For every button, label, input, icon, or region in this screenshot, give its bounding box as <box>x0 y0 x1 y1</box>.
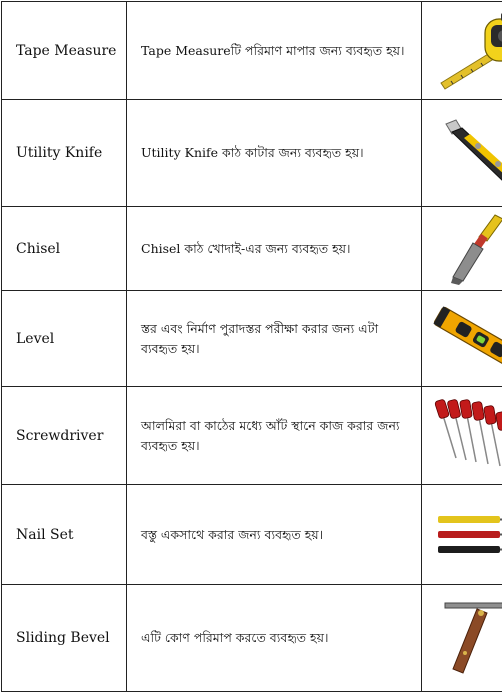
tool-name: Level <box>2 291 127 387</box>
spirit-level-image <box>430 297 502 381</box>
screwdriver-set-image <box>432 396 502 476</box>
tool-name: Sliding Bevel <box>2 585 127 692</box>
tool-image-cell <box>422 100 502 207</box>
tool-name: Utility Knife <box>2 100 127 207</box>
tool-image-cell <box>422 585 502 692</box>
tool-image-cell <box>422 291 502 387</box>
tool-name: Nail Set <box>2 485 127 585</box>
tool-description: Utility Knife কাঠ কাটার জন্য ব্যবহৃত হয়। <box>127 100 422 207</box>
table-row <box>2 387 502 485</box>
table-row <box>2 2 502 100</box>
table-row <box>2 100 502 207</box>
nail-set-image <box>432 510 502 560</box>
chisel-image <box>445 211 502 287</box>
utility-knife-image <box>440 116 502 190</box>
sliding-bevel-image <box>437 597 502 679</box>
tool-name: Chisel <box>2 207 127 291</box>
tool-description: Chisel কাঠ খোদাই-এর জন্য ব্যবহৃত হয়। <box>127 207 422 291</box>
table-row <box>2 207 502 291</box>
tool-description: Tape Measureটি পরিমাণ মাপার জন্য ব্যবহৃত হয়। <box>127 2 422 100</box>
tool-name: Tape Measure <box>2 2 127 100</box>
tool-description: এটি কোণ পরিমাপ করতে ব্যবহৃত হয়। <box>127 585 422 692</box>
table-row <box>2 585 502 692</box>
tool-image-cell <box>422 2 502 100</box>
tool-description: স্তর এবং নির্মাণ পুরাদস্তর পরীক্ষা করার জন্য এটা ব্যবহৃত হয়। <box>127 291 422 387</box>
tool-image-cell <box>422 387 502 485</box>
tool-image-cell <box>422 207 502 291</box>
tape-measure-image <box>431 11 502 91</box>
tools-table <box>1 1 502 692</box>
tool-name: Screwdriver <box>2 387 127 485</box>
tool-image-cell <box>422 485 502 585</box>
table-row <box>2 485 502 585</box>
tool-description: বস্তু একসাথে করার জন্য ব্যবহৃত হয়। <box>127 485 422 585</box>
table-row <box>2 291 502 387</box>
tool-description: আলমিরা বা কাঠের মধ্যে আঁট স্থানে কাজ করার জন্য ব্যবহৃত হয়। <box>127 387 422 485</box>
